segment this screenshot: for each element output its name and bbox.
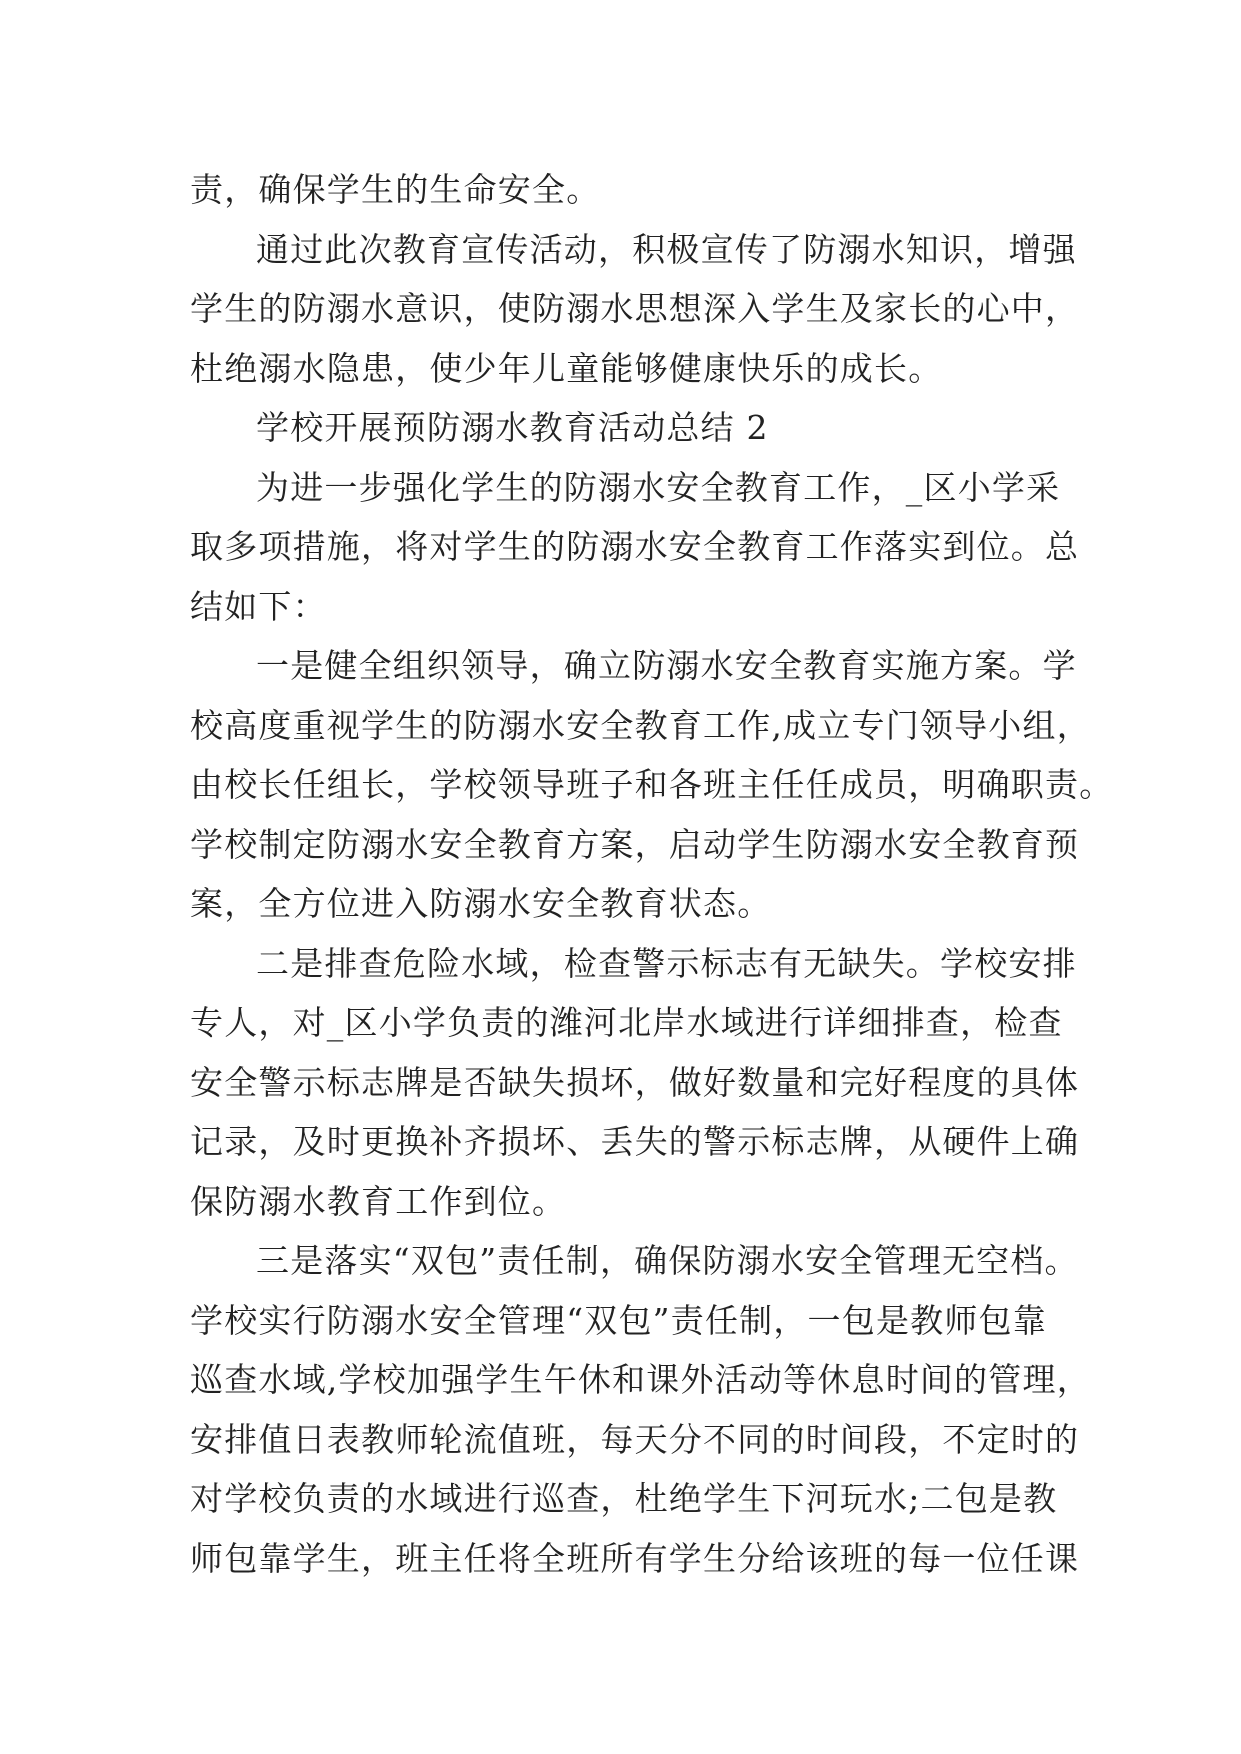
text-line: 安排值日表教师轮流值班，每天分不同的时间段，不定时的	[190, 1419, 1080, 1459]
text-line: 取多项措施，将对学生的防溺水安全教育工作落实到位。总	[190, 527, 1080, 566]
document-body	[190, 160, 1114, 1588]
text-line: 三是落实“双包”责任制，确保防溺水安全管理无空档。	[256, 1241, 1079, 1280]
text-line: 结如下：	[190, 586, 327, 626]
text-line: 由校长任组长，学校领导班子和各班主任任成员，明确职责。	[190, 765, 1114, 804]
text-line: 安全警示标志牌是否缺失损坏，做好数量和完好程度的具体	[190, 1062, 1080, 1102]
text-line: 学校开展预防溺水教育活动总结 2	[256, 408, 769, 447]
text-line: 案，全方位进入防溺水安全教育状态。	[190, 884, 772, 923]
text-line: 通过此次教育宣传活动，积极宣传了防溺水知识，增强	[256, 229, 1077, 269]
text-line: 巡查水域,学校加强学生午休和课外活动等休息时间的管理，	[190, 1360, 1091, 1399]
text-line: 师包靠学生，班主任将全班所有学生分给该班的每一位任课	[190, 1538, 1080, 1578]
text-line: 为进一步强化学生的防溺水安全教育工作，_区小学采	[256, 467, 1061, 507]
text-line: 学生的防溺水意识，使防溺水思想深入学生及家长的心中，	[190, 289, 1080, 328]
text-line: 学校实行防溺水安全管理“双包”责任制，一包是教师包靠	[190, 1300, 1047, 1340]
text-line: 学校制定防溺水安全教育方案，启动学生防溺水安全教育预	[190, 824, 1080, 864]
text-line: 杜绝溺水隐患，使少年儿童能够健康快乐的成长。	[190, 348, 943, 388]
text-line: 记录，及时更换补齐损坏、丢失的警示标志牌，从硬件上确	[190, 1122, 1080, 1161]
text-line: 责，确保学生的生命安全。	[190, 170, 601, 209]
text-line: 保防溺水教育工作到位。	[190, 1181, 567, 1221]
text-line: 专人，对_区小学负责的潍河北岸水域进行详细排查，检查	[190, 1003, 1063, 1042]
text-line: 二是排查危险水域，检查警示标志有无缺失。学校安排	[256, 943, 1077, 983]
text-line: 校高度重视学生的防溺水安全教育工作,成立专门领导小组，	[190, 705, 1091, 745]
text-line: 一是健全组织领导，确立防溺水安全教育实施方案。学	[256, 646, 1077, 685]
text-line: 对学校负责的水域进行巡查，杜绝学生下河玩水;二包是教	[190, 1479, 1058, 1518]
